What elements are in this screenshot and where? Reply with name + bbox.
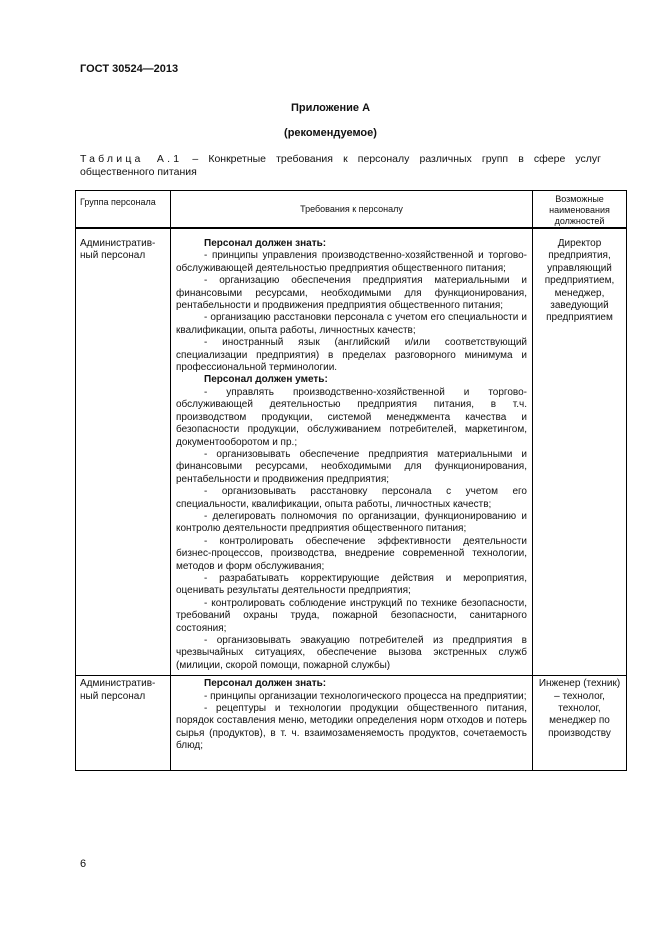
requirement-item: - принципы организации технологического процесса на предприятии;: [204, 690, 527, 702]
requirement-item: - контролировать обеспечение эффективности деятельности бизнес-процессов, производства, внедрение современной технологии, методов и форм обслуживания;: [176, 535, 527, 572]
requirement-item: - управлять производственно-хозяйственной и торгово-обслуживающей деятельностью предприятия питания, в т.ч. производством продукции, системой менеджмента качества и безопасности продукции, обслуживанием потребителей, маркетингом, документооборотом и пр.;: [176, 386, 527, 448]
header-requirements: Требования к персоналу: [171, 191, 533, 229]
page-number: 6: [80, 858, 87, 870]
requirement-item: - организацию расстановки персонала с учетом его специальности и квалификации, опыта работы, личностных качеств;: [176, 312, 527, 336]
requirements-cell: [171, 676, 533, 771]
requirements-table: [75, 190, 627, 771]
positions-cell: Инженер (техник) – технолог, технолог, менеджер по производству: [533, 676, 627, 771]
block-heading: Персонал должен знать:: [204, 678, 327, 690]
requirement-item: - делегировать полномочия по организации, функционированию и контролю деятельности предприятия общественного питания;: [176, 510, 527, 535]
requirement-item: - разрабатывать корректирующие действия и мероприятия, оценивать результаты деятельности предприятия;: [176, 572, 527, 597]
annex-title: Приложение А: [290, 102, 371, 114]
table-row: [76, 676, 627, 771]
table-caption: [80, 153, 601, 179]
requirement-item: - контролировать соблюдение инструкций по технике безопасности, требований охраны труда, пожарной безопасности, санитарного состояния;: [176, 597, 527, 634]
group-cell: Административ-ный персонал: [76, 228, 171, 676]
table-caption-continuation: общественного питания: [80, 166, 197, 178]
positions-cell: Директор предприятия, управляющий предприятием, менеджер, заведующий предприятием: [533, 228, 627, 676]
requirement-item: - рецептуры и технологии продукции общественного питания, порядок составления меню, методики определения норм отходов и потерь сырья (продуктов), в т. ч. взаимозаменяемость продуктов, сочетаемость блюд;: [176, 703, 527, 752]
requirement-item: - организовывать расстановку персонала с учетом его специальности, квалификации, опыта работы, личностных качеств;: [176, 486, 527, 510]
table-header-row: [76, 191, 627, 229]
block-heading: Персонал должен знать:: [204, 238, 327, 249]
block-heading: Персонал должен уметь:: [204, 374, 328, 386]
group-cell: Административ-ный персонал: [76, 676, 171, 771]
table-caption-text: – Конкретные требования к персоналу различных групп в сфере услуг: [192, 153, 601, 165]
document-code: ГОСТ 30524—2013: [80, 63, 179, 75]
annex-status: (рекомендуемое): [284, 127, 377, 139]
requirements-cell: [171, 228, 533, 676]
header-positions: Возможные наименования должностей: [533, 191, 627, 229]
header-group: Группа персонала: [76, 191, 171, 229]
requirement-item: - организовывать обеспечение предприятия материальными и финансовыми ресурсами, необходимыми для функционирования, рентабельности и продвижения предприятия;: [176, 448, 527, 485]
table-caption-label: Таблица А.1: [80, 153, 183, 165]
requirement-item: - организовывать эвакуацию потребителей из предприятия в чрезвычайных ситуациях, обеспечение вызова экстренных служб (милиции, скорой помощи, пожарной службы): [176, 635, 527, 671]
requirement-item: - принципы управления производственно-хозяйственной и торгово-обслуживающей деятельностью предприятия общественного питания;: [176, 250, 527, 274]
requirement-item: - иностранный язык (английский и/или соответствующий специализации предприятия) в пределах разговорного минимума и профессиональной терминологии.: [176, 337, 527, 374]
requirement-item: - организацию обеспечения предприятия материальными и финансовыми ресурсами, необходимыми для функционирования, рентабельности и продвижения предприятия общественного питания;: [176, 275, 527, 312]
table-row: [76, 228, 627, 676]
